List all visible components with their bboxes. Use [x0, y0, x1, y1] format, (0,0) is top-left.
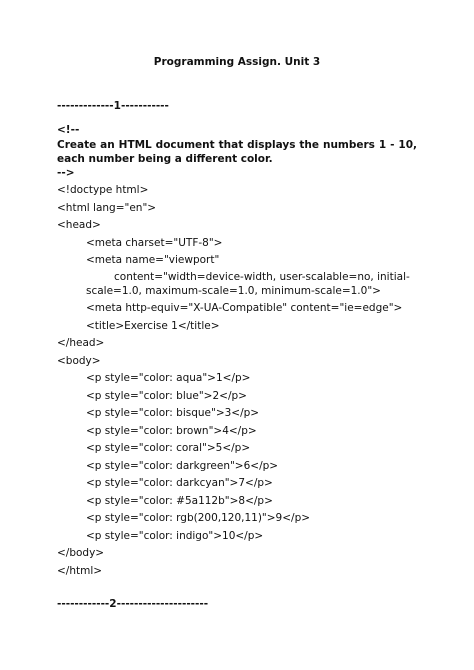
code-line: <!doctype html>: [57, 184, 149, 196]
code-line: <p style="color: aqua">1</p>: [86, 372, 251, 384]
code-line: <body>: [57, 355, 101, 367]
code-line: <html lang="en">: [57, 202, 157, 214]
code-line: <p style="color: #5a112b">8</p>: [86, 495, 273, 507]
comment-open: <!--: [57, 124, 80, 136]
code-line: <meta name="viewport": [86, 254, 220, 266]
code-line: <meta http-equiv="X-UA-Compatible" content="ie=edge">: [86, 302, 403, 314]
section-1-divider: -------------1-----------: [57, 100, 169, 112]
page-title: Programming Assign. Unit 3: [153, 56, 321, 68]
code-line: </body>: [57, 547, 105, 559]
code-line: content="width=device-width, user-scalable=no, initial-scale=1.0, maximum-scale=1.0, minimum-scale=1.0">: [86, 271, 410, 297]
code-line: <meta charset="UTF-8">: [86, 237, 223, 249]
section-2-divider: ------------2---------------------: [57, 598, 209, 610]
code-line: <p style="color: coral">5</p>: [86, 442, 251, 454]
code-line: <p style="color: indigo">10</p>: [86, 530, 264, 542]
code-line: </html>: [57, 565, 103, 577]
code-line: <p style="color: darkcyan">7</p>: [86, 477, 273, 489]
code-line: <p style="color: rgb(200,120,11)">9</p>: [86, 512, 311, 524]
assignment-description: Create an HTML document that displays the numbers 1 - 10, each number being a different color.: [57, 139, 417, 165]
code-line: <title>Exercise 1</title>: [86, 320, 220, 332]
code-line: <head>: [57, 219, 101, 231]
code-line: <p style="color: bisque">3</p>: [86, 407, 260, 419]
comment-close: -->: [57, 167, 75, 179]
code-line: <p style="color: blue">2</p>: [86, 390, 247, 402]
code-line: <p style="color: brown">4</p>: [86, 425, 257, 437]
code-line: <p style="color: darkgreen">6</p>: [86, 460, 279, 472]
code-line: </head>: [57, 337, 105, 349]
